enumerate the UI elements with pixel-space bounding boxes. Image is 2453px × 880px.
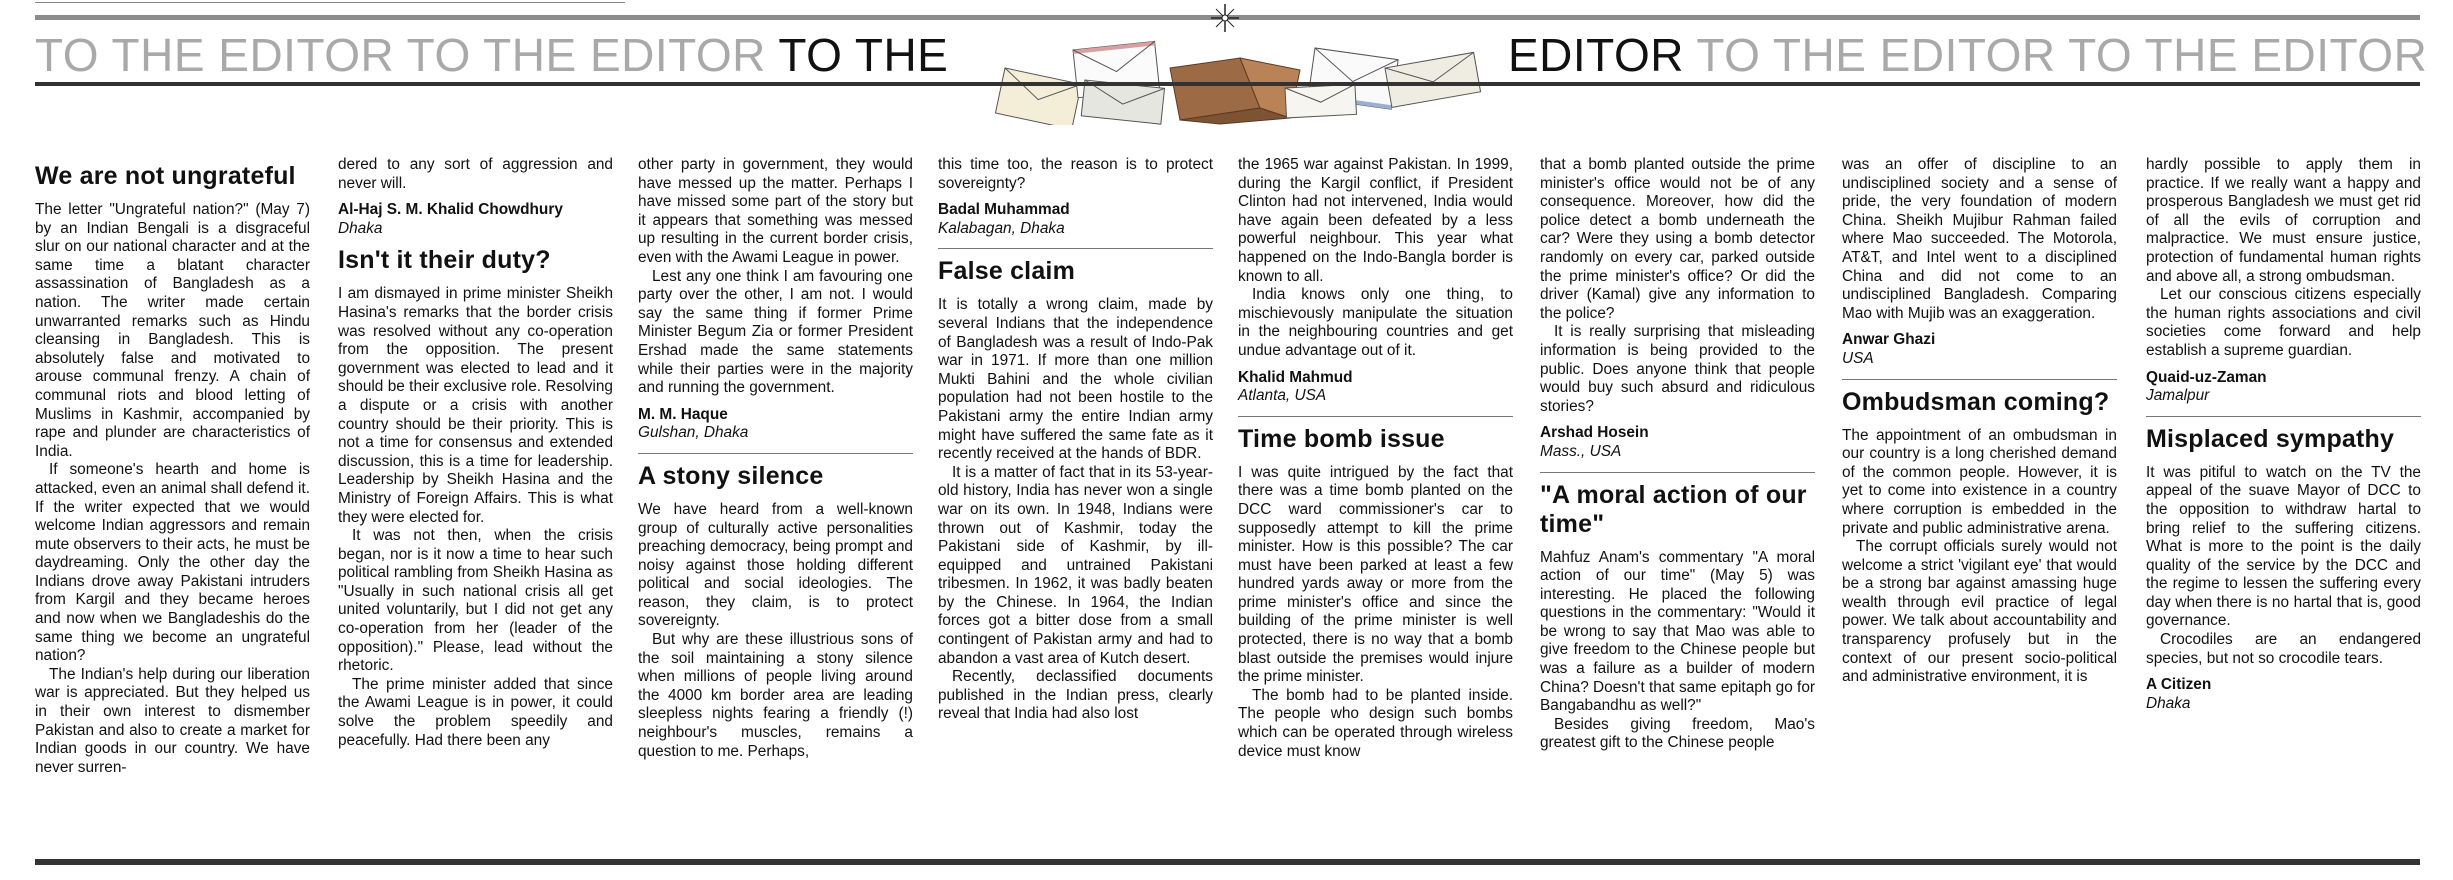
letter-paragraph: that a bomb planted outside the prime minister's office would not be of any consequence. Moreover, how did the police detect a bomb underneath the car? Were they using a bomb detector randomly on every car, parked outside the prime minister's office? Or did the driver (Kamal) give any information to the police?: [1540, 156, 1815, 322]
letter-paragraph: But why are these illustrious sons of the soil maintaining a stony silence when millions of people living around the 4000 km border area are leading sleepless nights fearing a friendly (!) neighbour's muscles, remains a question to me. Perhaps,: [638, 631, 913, 760]
letter-separator: [1842, 379, 2117, 380]
signature-place: Jamalpur: [2146, 387, 2210, 405]
letter-separator: [1238, 416, 1513, 417]
letter-heading: A stony silence: [638, 461, 824, 490]
letter-separator: [938, 248, 1213, 249]
letter-signature: [1238, 369, 1513, 406]
letter-heading: Ombudsman coming?: [1842, 387, 2110, 416]
letter-paragraph: I was quite intrigued by the fact that there was a time bomb planted on the DCC ward commissioner's car to supposedly attempt to kill the prime minister. How is this possible? The car must have been parked at least a few hundred yards away or more from the prime minister's office and since the building of the prime minister is well protected, there is no way that a bomb blast outside the premises would injure the prime minister.: [1238, 463, 1513, 686]
letter-paragraph: was an offer of discipline to an undisciplined society and a sense of pride, the very foundation of modern China. Sheikh Mujibur Rahman failed where Mao succeeded. The Motorola, AT&T, and Intel went to a disciplined China and did not come to an undisciplined Bangladesh. Comparing Mao with Mujib was an exaggeration.: [1842, 156, 2117, 322]
banner-left-grey: TO THE EDITOR TO THE EDITOR: [35, 29, 779, 81]
banner-right: [1508, 30, 2427, 80]
signature-name: M. M. Haque: [638, 405, 728, 423]
banner-right-grey: TO THE EDITOR TO THE EDITOR: [1683, 29, 2428, 81]
signature-name: Anwar Ghazi: [1842, 331, 1936, 349]
signature-place: Gulshan, Dhaka: [638, 424, 749, 442]
letter-paragraph: The bomb had to be planted inside. The people who design such bombs which can be operated through wireless device must know: [1238, 686, 1513, 760]
column-4: [938, 156, 1213, 724]
letter-signature: [338, 201, 613, 238]
column-5: [1238, 156, 1513, 761]
letter-paragraph: The corrupt officials surely would not welcome a strict 'vigilant eye' that would be a strong bar against amassing huge wealth through evil practice of legal power. We talk about accountability and transparency profusely but in the context of our present socio-political and administrative environment, it is: [1842, 538, 2117, 686]
letter-paragraph: I am dismayed in prime minister Sheikh Hasina's remarks that the border crisis was resolved without any co-operation from the opposition. The present government was elected to lead and it should be their exclusive role. Resolving a dispute or a crisis with another country should be their priority. This is not a time for consensus and extended discussion, this is a time for leadership. Leadership by Sheikh Hasina and the Ministry of Foreign Affairs. This is what they were elected for.: [338, 285, 613, 526]
letter-paragraph: Crocodiles are an endangered species, but not so crocodile tears.: [2146, 631, 2421, 667]
envelope-left-3: [1081, 80, 1164, 124]
column-2: [338, 156, 613, 750]
letter-paragraph: It is really surprising that misleading information is being provided to the public. Does anyone think that people would buy such absurd and ridiculous stories?: [1540, 323, 1815, 415]
column-1: [35, 156, 310, 777]
letter-paragraph: It was pitiful to watch on the TV the appeal of the suave Mayor of DCC to the opposition to withdraw hartal to bring relief to the suffering citizens. What is more to the point is the daily quality of the service by the DCC and the regime to lessen the suffering every day when there is no hartal that is, good governance.: [2146, 463, 2421, 630]
column-8: [2146, 156, 2421, 717]
envelopes-illustration: [985, 0, 1505, 125]
letter-paragraph: It was not then, when the crisis began, nor is it now a time to hear such political rambling from Sheikh Hasina as "Usually in such national crisis all get united voluntarily, but I did not get any co-operation from her (leader of the opposition)." Please, lead without the rhetoric.: [338, 527, 613, 675]
letter-paragraph: Besides giving freedom, Mao's greatest gift to the Chinese people: [1540, 715, 1815, 752]
signature-place: Mass., USA: [1540, 442, 1622, 460]
letter-signature: [1842, 331, 2117, 368]
letter-heading: We are not ungrateful: [35, 162, 296, 190]
letter-paragraph: Mahfuz Anam's commentary "A moral action of our time" (May 5) was interesting. He placed the following questions in the commentary: "Would it be wrong to say that Mao was able to give freedom to the Chinese people but was a failure as a builder of modern China? Doesn't that same epitaph go for Bangabandhu as well?": [1540, 548, 1816, 715]
letter-paragraph: this time too, the reason is to protect sovereignty?: [938, 156, 1213, 192]
letter-paragraph: The Indian's help during our liberation war is appreciated. But they helped us in their own interest to dismember Pakistan and also to create a market for Indian goods in our country. We have never surren-: [35, 665, 310, 776]
envelope-right-2: [1385, 52, 1481, 107]
letter-paragraph: It is a matter of fact that in its 53-year-old history, India has never won a single war on its own. In 1948, Indians were thrown out of Kashmir, today the Pakistani side of Kashmir, by ill-equipped and untrained Pakistani tribesmen. In 1962, it was badly beaten by the Chinese. In 1964, the Indian forces got a bitter dose from a small contingent of Pakistan army and had to abandon a vast area of Kutch desert.: [938, 463, 1213, 667]
signature-place: USA: [1842, 349, 1874, 367]
signature-name: Khalid Mahmud: [1238, 368, 1353, 386]
letter-paragraph: We have heard from a well-known group of culturally active personalities preaching democracy, being prompt and noisy against those holding different political and social ideologies. The reason, they claim, is to protect sovereignty.: [638, 500, 913, 630]
letter-signature: [2146, 676, 2421, 713]
letter-heading: Isn't it their duty?: [338, 246, 551, 275]
column-3: [638, 156, 913, 761]
signature-place: Dhaka: [338, 219, 383, 237]
letter-heading: "A moral action of our time": [1540, 480, 1807, 538]
banner-right-dark: EDITOR: [1508, 29, 1684, 81]
banner-left: [35, 30, 948, 80]
letter-paragraph: If someone's hearth and home is attacked, even an animal shall defend it. If the writer expected that we would welcome Indian aggressors and remain mute observers to their acts, he must be daydreaming. Only the other day the Indians drove away Pakistani intruders from Kargil and they became heroes and now when we Bangladeshis do the same thing we become an ungrateful nation?: [35, 461, 310, 665]
signature-name: A Citizen: [2146, 676, 2212, 694]
letter-signature: [938, 201, 1213, 238]
banner-left-dark: TO THE: [778, 29, 949, 81]
letter-paragraph: Let our conscious citizens especially the human rights associations and civil societies come forward and help establish a supreme guardian.: [2146, 286, 2421, 359]
letter-paragraph: The prime minister added that since the Awami League is in power, it could solve the problem speedily and peacefully. Had there been any: [338, 675, 613, 749]
letter-paragraph: India knows only one thing, to mischievously manipulate the situation in the neighbouring countries and get undue advantage out of it.: [1238, 286, 1513, 359]
starburst-icon: [1211, 4, 1239, 32]
letter-signature: [638, 406, 913, 443]
letter-separator: [2146, 416, 2421, 417]
signature-name: Al-Haj S. M. Khalid Chowdhury: [338, 201, 563, 219]
letter-paragraph: Recently, declassified documents published in the Indian press, clearly reveal that India had also lost: [938, 668, 1213, 723]
letter-heading: False claim: [938, 257, 1076, 286]
letter-paragraph: The letter "Ungrateful nation?" (May 7) by an Indian Bengali is a disgraceful slur on our national character and at the same time a blatant character assassination of Bangladesh as a nation. The writer made certain unwarranted remarks such as Hindu cleansing in Bangladesh. This is absolutely false and motivated to arouse communal frenzy. A chain of communal riots and blood letting of Muslims in Kashmir, accompanied by rape and plunder are characteristics of India.: [35, 201, 310, 460]
letter-paragraph: dered to any sort of aggression and never will.: [338, 156, 613, 192]
signature-name: Badal Muhammad: [938, 201, 1070, 219]
letter-paragraph: The appointment of an ombudsman in our country is a long cherished demand of the common people. However, it is yet to come into existence in a country where corruption is embedded in the private and public administrative arena.: [1842, 426, 2117, 537]
header-bottom-rule: [35, 82, 2420, 86]
top-thin-rule: [35, 2, 625, 3]
letter-separator: [638, 453, 913, 454]
letter-signature: [2146, 369, 2421, 406]
column-7: [1842, 156, 2117, 687]
letter-paragraph: other party in government, they would have messed up the matter. Perhaps I have missed some part of the story but it appears that something was messed up resulting in the current border crisis, even with the Awami League in power.: [638, 156, 913, 266]
letter-heading: Misplaced sympathy: [2146, 424, 2395, 453]
envelope-left-1: [995, 68, 1081, 125]
envelope-center-brown: [1170, 58, 1300, 124]
signature-place: Kalabagan, Dhaka: [938, 219, 1065, 237]
letter-signature: [1540, 424, 1815, 461]
signature-place: Atlanta, USA: [1238, 387, 1327, 405]
letter-paragraph: hardly possible to apply them in practice. If we really want a happy and prosperous Bangladesh we must get rid of all the evils of corruption and malpractice. We must ensure justice, protection of fundamental human rights and above all, a strong ombudsman.: [2146, 156, 2421, 285]
signature-name: Arshad Hosein: [1540, 424, 1649, 442]
letter-separator: [1540, 472, 1815, 473]
signature-name: Quaid-uz-Zaman: [2146, 368, 2267, 386]
envelope-right-3: [1285, 84, 1356, 118]
page-bottom-rule: [35, 859, 2420, 865]
column-6: [1540, 156, 1815, 753]
letter-heading: Time bomb issue: [1238, 424, 1445, 453]
letter-paragraph: Lest any one think I am favouring one party over the other, I am not. I would say the same thing if former Prime Minister Begum Zia or former President Ershad made the same statements while their parties were in the majority and running the government.: [638, 267, 913, 397]
signature-place: Dhaka: [2146, 694, 2191, 712]
letter-paragraph: the 1965 war against Pakistan. In 1999, during the Kargil conflict, if President Clinton had not intervened, India would have again been defeated by a less powerful neighbour. This year what happened on the Indo-Bangla border is known to all.: [1238, 156, 1513, 285]
letter-paragraph: It is totally a wrong claim, made by several Indians that the independence of Bangladesh was a result of Indo-Pak war in 1971. If more than one million Mukti Bahini and the whole civilian population had not been hostile to the Pakistani army the entire Indian army might have suffered the same fate as it recently received at the hands of BDR.: [938, 296, 1213, 463]
